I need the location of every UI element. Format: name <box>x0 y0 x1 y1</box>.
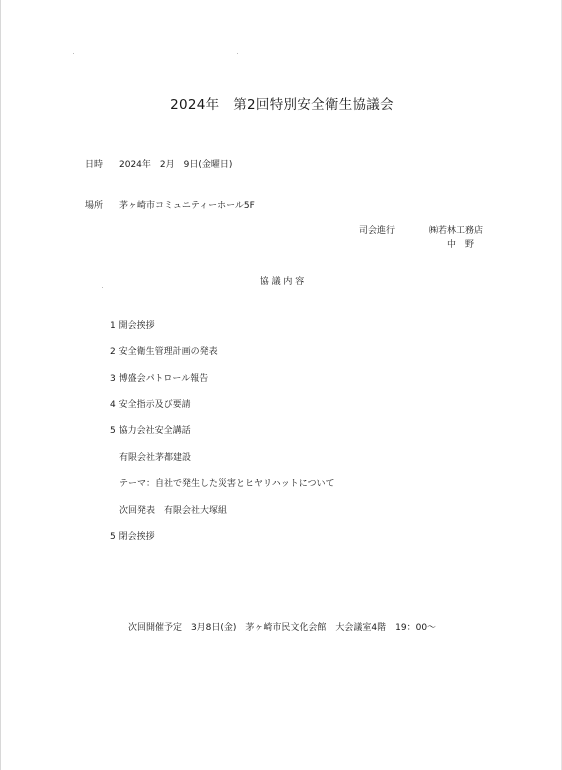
date-label: 日時 <box>85 160 104 170</box>
agenda-item-5: 5 協力会社安全講話 <box>110 426 191 436</box>
next-presenter: 次回発表 有限会社大塚組 <box>119 506 228 516</box>
scan-speck <box>102 287 103 288</box>
place-value: 茅ヶ崎市コミュニティーホール5F <box>119 201 255 211</box>
scan-speck <box>73 53 74 54</box>
document-title: 2024年 第2回特別安全衛生協議会 <box>170 97 394 113</box>
lecture-company: 有限会社茅都建設 <box>119 453 192 463</box>
section-heading: 協 議 内 容 <box>259 277 305 287</box>
place-label: 場所 <box>85 201 104 211</box>
agenda-item-4: 4 安全指示及び要請 <box>110 400 191 410</box>
moderator-name: 中 野 <box>447 240 475 250</box>
agenda-item-1: 1 開会挨拶 <box>110 321 155 331</box>
scan-speck <box>237 53 238 54</box>
agenda-closing: 5 閉会挨拶 <box>110 532 155 542</box>
agenda-item-3: 3 博盛会パトロール報告 <box>110 374 209 384</box>
moderator-label: 司会進行 <box>359 226 396 236</box>
next-meeting-footer: 次回開催予定 3月8日(金) 茅ヶ崎市民文化会館 大会議室4階 19：00～ <box>127 623 437 633</box>
lecture-theme: テーマ：自社で発生した災害とヒヤリハットについて <box>119 479 335 489</box>
moderator-company: ㈱若林工務店 <box>429 226 484 236</box>
agenda-item-2: 2 安全衛生管理計画の発表 <box>110 347 218 357</box>
date-value: 2024年 2月 9日(金曜日) <box>119 160 233 170</box>
